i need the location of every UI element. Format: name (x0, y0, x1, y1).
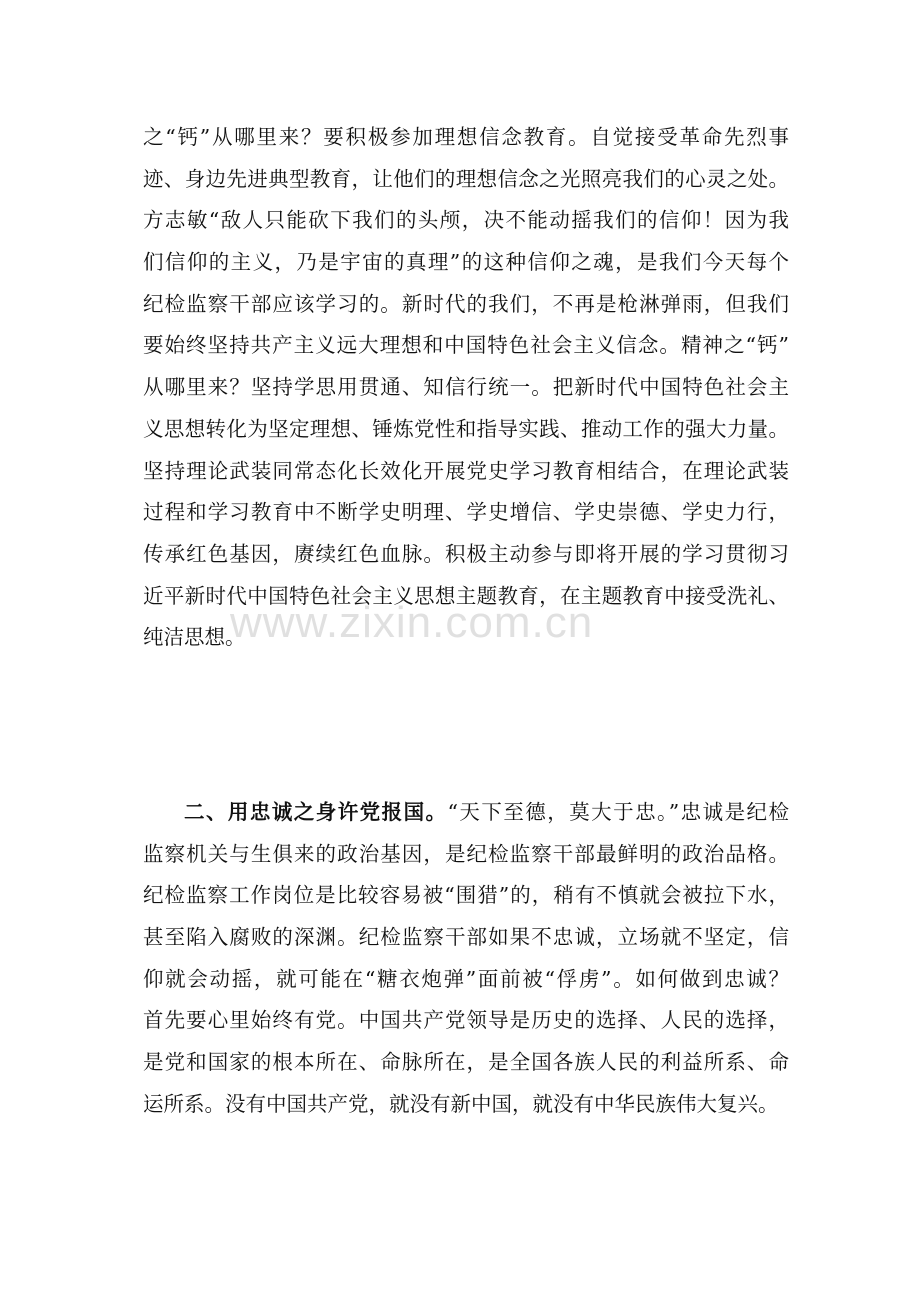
paragraph-2-line-1 (143, 792, 789, 834)
paragraph-1-line-8: 义思想转化为坚定理想、锤炼党性和指导实践、推动工作的强大力量。 (143, 416, 789, 441)
paragraph-1-line-3: 方志敏“敌人只能砍下我们的头颅，决不能动摇我们的信仰！因为我 (143, 208, 789, 233)
paragraph-1-line-2: 迹、身边先进典型教育，让他们的理想信念之光照亮我们的心灵之处。 (143, 166, 789, 191)
paragraph-1-line-13: 纯洁思想。 (143, 625, 246, 650)
paragraph-2-line-8: 运所系。没有中国共产党，就没有新中国，就没有中华民族伟大复兴。 (143, 1091, 779, 1116)
paragraph-2-line-5: 仰就会动摇，就可能在“糖衣炮弹”面前被“俘虏”。如何做到忠诚？ (143, 966, 789, 991)
paragraph-1-line-1: 之“钙”从哪里来？要积极参加理想信念教育。自觉接受革命先烈事 (143, 125, 789, 149)
paragraph-2-line-3: 纪检监察工作岗位是比较容易被“围猎”的，稍有不慎就会被拉下水， (143, 883, 789, 908)
paragraph-2-line-1-text: “天下至德，莫大于忠。”忠诚是纪检 (447, 800, 789, 824)
paragraph-2-line-2: 监察机关与生俱来的政治基因，是纪检监察干部最鲜明的政治品格。 (143, 841, 789, 866)
paragraph-1-line-12: 近平新时代中国特色社会主义思想主题教育，在主题教育中接受洗礼、 (143, 583, 789, 608)
paragraph-2-line-7: 是党和国家的根本所在、命脉所在，是全国各族人民的利益所系、命 (143, 1050, 789, 1075)
section-heading: 二、用忠诚之身许党报国。 (184, 800, 448, 824)
paragraph-1-line-5: 纪检监察干部应该学习的。新时代的我们，不再是枪淋弹雨，但我们 (143, 291, 789, 316)
paragraph-2-line-4: 甚至陷入腐败的深渊。纪检监察干部如果不忠诚，立场就不坚定，信 (143, 925, 789, 950)
paragraph-1-line-10: 过程和学习教育中不断学史明理、学史增信、学史崇德、学史力行， (143, 500, 789, 525)
watermark: www.zixin.com.cn (230, 598, 594, 647)
paragraph-2 (143, 792, 789, 1126)
paragraph-1 (143, 117, 789, 659)
paragraph-1-line-9: 坚持理论武装同常态化长效化开展党史学习教育相结合，在理论武装 (143, 458, 789, 483)
paragraph-1-line-4: 们信仰的主义，乃是宇宙的真理”的这种信仰之魂，是我们今天每个 (143, 250, 789, 275)
paragraph-2-line-6: 首先要心里始终有党。中国共产党领导是历史的选择、人民的选择， (143, 1008, 789, 1033)
paragraph-1-line-7: 从哪里来？坚持学思用贯通、知信行统一。把新时代中国特色社会主 (143, 375, 789, 400)
paragraph-1-line-11: 传承红色基因，赓续红色血脉。积极主动参与即将开展的学习贯彻习 (143, 541, 789, 566)
paragraph-1-line-6: 要始终坚持共产主义远大理想和中国特色社会主义信念。精神之“钙” (143, 333, 789, 358)
